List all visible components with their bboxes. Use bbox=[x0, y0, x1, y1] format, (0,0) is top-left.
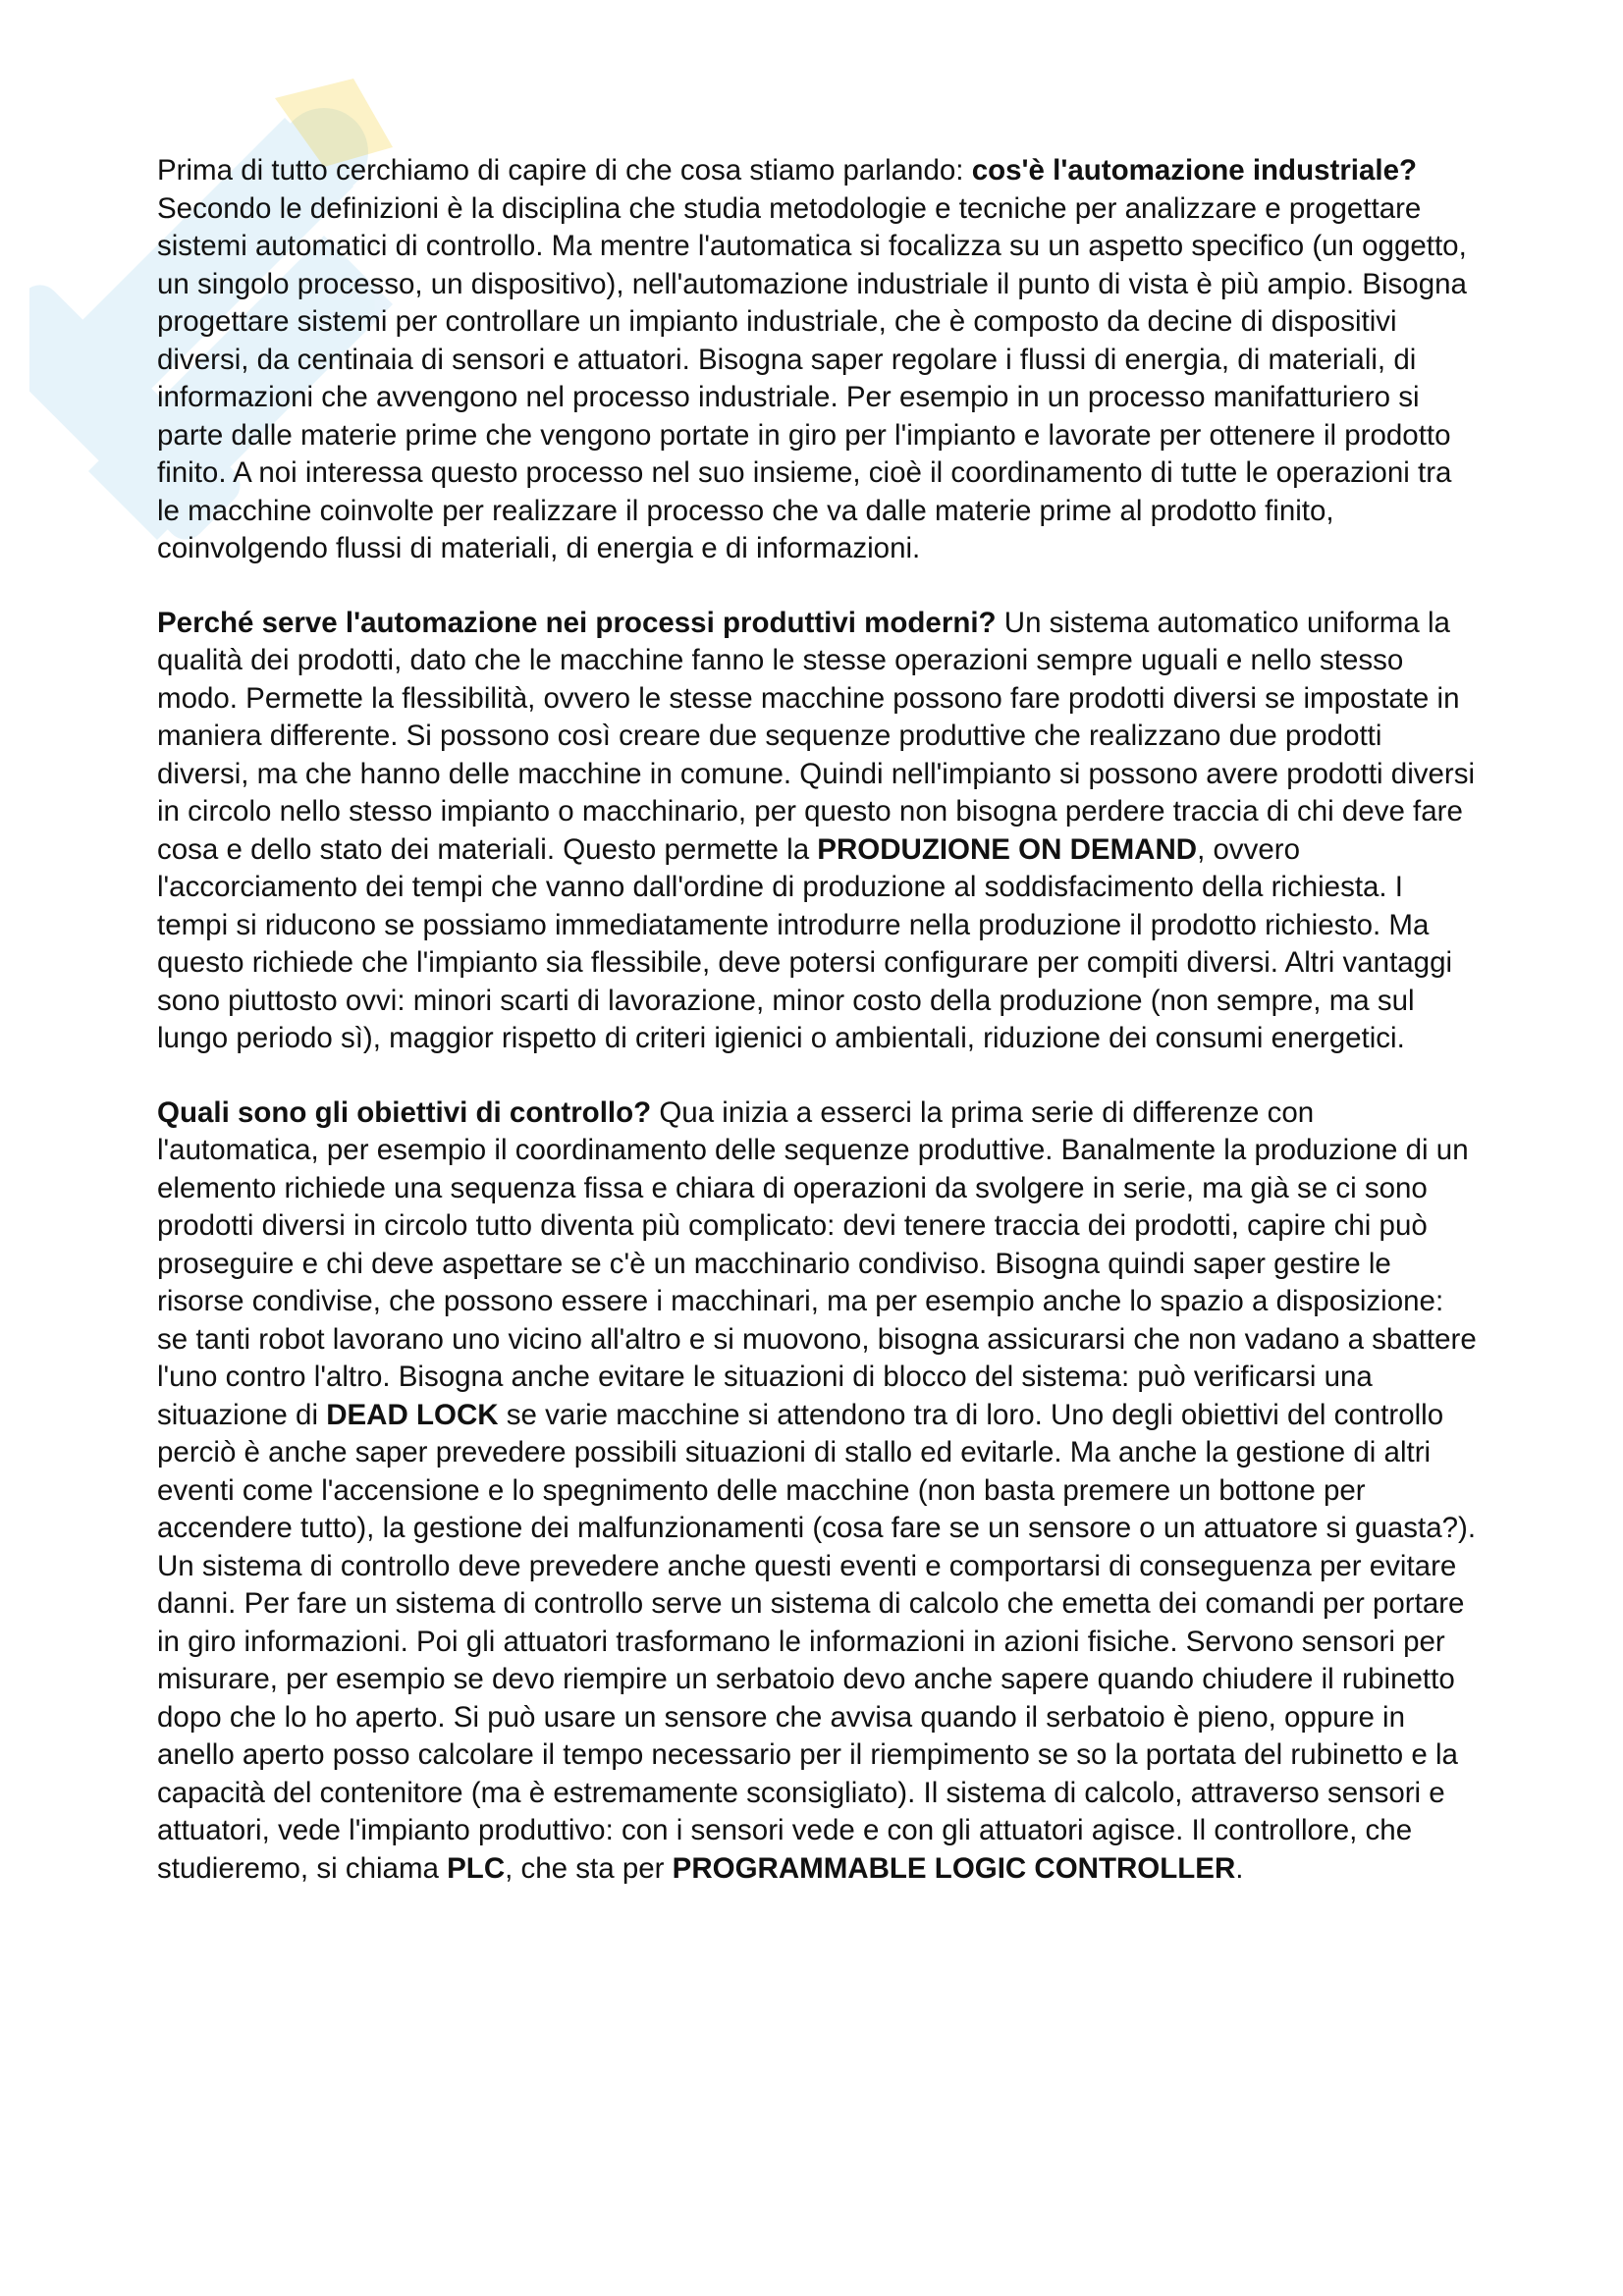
paragraph-definition bbox=[157, 152, 1478, 568]
bold-text-run: DEAD LOCK bbox=[326, 1398, 499, 1431]
bold-text-run: Quali sono gli obiettivi di controllo? bbox=[157, 1095, 652, 1129]
text-run: Un sistema automatico uniforma la qualità dei prodotti, dato che le macchine fanno le stesse operazioni sempre uguali e nello stesso modo. Permette la flessibilità, ovvero le stesse macchine possono fare prodotti diversi se impostate in maniera differente. Si possono così creare due sequenze produttive che realizzano due prodotti diversi, ma che hanno delle macchine in comune. Quindi nell'impianto si possono avere prodotti diversi in circolo nello stesso impianto o macchinario, per questo non bisogna perdere traccia di chi deve fare cosa e dello stato dei materiali. Questo permette la bbox=[157, 606, 1476, 866]
bold-text-run: PROGRAMMABLE LOGIC CONTROLLER bbox=[672, 1851, 1236, 1885]
text-run: , che sta per bbox=[505, 1851, 673, 1885]
document-body bbox=[157, 152, 1478, 1924]
text-run: Prima di tutto cerchiamo di capire di che cosa stiamo parlando: bbox=[157, 154, 972, 187]
text-run: Qua inizia a esserci la prima serie di differenze con l'automatica, per esempio il coordinamento delle sequenze produttive. Banalmente la produzione di un elemento richiede una sequenza fissa e chiara di operazioni da svolgere in serie, ma già se ci sono prodotti diversi in circolo tutto diventa più complicato: devi tenere traccia dei prodotti, capire chi può proseguire e chi deve aspettare se c'è un macchinario condiviso. Bisogna quindi saper gestire le risorse condivise, che possono essere i macchinari, ma per esempio anche lo spazio a disposizione: se tanti robot lavorano uno vicino all'altro e si muovono, bisogna assicurarsi che non vadano a sbattere l'uno contro l'altro. Bisogna anche evitare le situazioni di blocco del sistema: può verificarsi una situazione di bbox=[157, 1095, 1477, 1431]
bold-text-run: PRODUZIONE ON DEMAND bbox=[817, 832, 1198, 866]
bold-text-run: Perché serve l'automazione nei processi produttivi moderni? bbox=[157, 606, 997, 639]
paragraph-why-automation bbox=[157, 605, 1478, 1058]
paragraph-control-objectives bbox=[157, 1095, 1478, 1889]
bold-text-run: PLC bbox=[447, 1851, 506, 1885]
text-run: , ovvero l'accorciamento dei tempi che vanno dall'ordine di produzione al soddisfacimento della richiesta. I tempi si riducono se possiamo immediatamente introdurre nella produzione il prodotto richiesto. Ma questo richiede che l'impianto sia flessibile, deve potersi configurare per compiti diversi. Altri vantaggi sono piuttosto ovvi: minori scarti di lavorazione, minor costo della produzione (non sempre, ma sul lungo periodo sì), maggior rispetto di criteri igienici o ambientali, riduzione dei consumi energetici. bbox=[157, 832, 1453, 1054]
bold-text-run: cos'è l'automazione industriale? bbox=[971, 154, 1418, 187]
text-run: . bbox=[1235, 1851, 1244, 1885]
text-run: Secondo le definizioni è la disciplina che studia metodologie e tecniche per analizzare e progettare sistemi automatici di controllo. Ma mentre l'automatica si focalizza su un aspetto specifico (un oggetto, un singolo processo, un dispositivo), nell'automazione industriale il punto di vista è più ampio. Bisogna progettare sistemi per controllare un impianto industriale, che è composto da decine di dispositivi diversi, da centinaia di sensori e attuatori. Bisogna saper regolare i flussi di energia, di materiali, di informazioni che avvengono nel processo industriale. Per esempio in un processo manifatturiero si parte dalle materie prime che vengono portate in giro per l'impianto e lavorate per ottenere il prodotto finito. A noi interessa questo processo nel suo insieme, cioè il coordinamento di tutte le operazioni tra le macchine coinvolte per realizzare il processo che va dalle materie prime al prodotto finito, coinvolgendo flussi di materiali, di energia e di informazioni. bbox=[157, 191, 1467, 564]
text-run: se varie macchine si attendono tra di loro. Uno degli obiettivi del controllo perciò è anche saper prevedere possibili situazioni di stallo ed evitarle. Ma anche la gestione di altri eventi come l'accensione e lo spegnimento delle macchine (non basta premere un bottone per accendere tutto), la gestione dei malfunzionamenti (cosa fare se un sensore o un attuatore si guasta?). Un sistema di controllo deve prevedere anche questi eventi e comportarsi di conseguenza per evitare danni. Per fare un sistema di controllo serve un sistema di calcolo che emetta dei comandi per portare in giro informazioni. Poi gli attuatori trasformano le informazioni in azioni fisiche. Servono sensori per misurare, per esempio se devo riempire un serbatoio devo anche sapere quando chiudere il rubinetto dopo che lo ho aperto. Si può usare un sensore che avvisa quando il serbatoio è pieno, oppure in anello aperto posso calcolare il tempo necessario per il riempimento se so la portata del rubinetto e la capacità del contenitore (ma è estremamente sconsigliato). Il sistema di calcolo, attraverso sensori e attuatori, vede l'impianto produttivo: con i sensori vede e con gli attuatori agisce. Il controllore, che studieremo, si chiama bbox=[157, 1398, 1477, 1885]
